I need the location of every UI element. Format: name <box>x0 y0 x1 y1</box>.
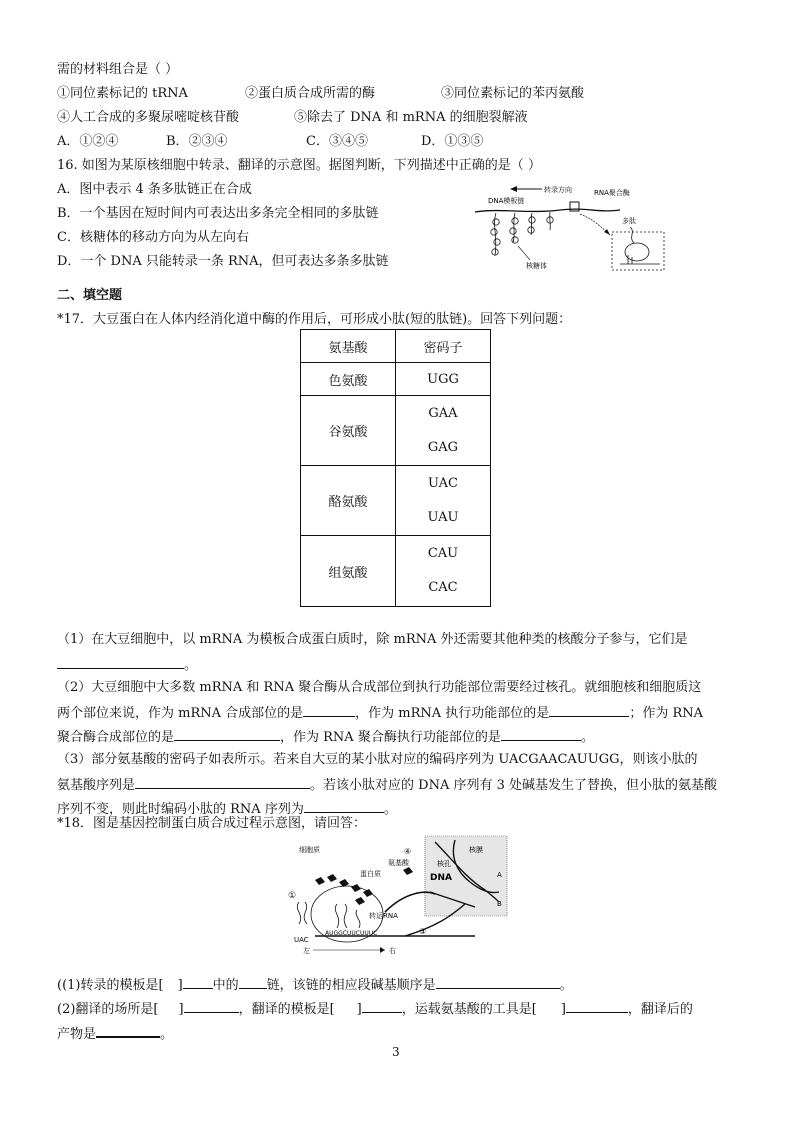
fig18-mrna-seq: AUGGCUUCUUUC <box>325 930 378 937</box>
text: 。 <box>580 730 594 745</box>
fig18-left-label: 左 <box>303 947 310 955</box>
bracket-space[interactable] <box>537 1000 561 1013</box>
fig18-circle1: ① <box>288 891 297 901</box>
text: 序列不变，则此时编码小肽的 RNA 序列为 <box>57 802 304 817</box>
dna-strand <box>475 209 620 212</box>
fig18-anticodon: UAC <box>294 936 309 944</box>
answer-blank[interactable] <box>57 655 184 669</box>
text: 。 <box>160 1027 174 1042</box>
q17-part2-line2 <box>57 703 703 723</box>
answer-blank[interactable] <box>501 727 581 741</box>
q16-option-d: D．一个 DNA 只能转录一条 RNA，但可表达多条多肽链 <box>57 254 389 269</box>
direction-arrowhead <box>510 186 517 192</box>
fig18-nuclear-membrane-label: 核膜 <box>469 846 483 854</box>
answer-blank[interactable] <box>184 999 239 1013</box>
bracket-space[interactable] <box>159 1000 179 1013</box>
answer-blank[interactable] <box>549 703 629 717</box>
codon-value: UAC <box>428 475 458 491</box>
amino-acid-cell: 组氨酸 <box>301 536 396 607</box>
polysome-1 <box>491 213 500 255</box>
codon-value: GAA <box>428 405 458 421</box>
answer-blank[interactable] <box>304 799 384 813</box>
material-5: ⑤除去了 DNA 和 mRNA 的细胞裂解液 <box>294 110 528 125</box>
text: ((1)转录的模板是[ <box>57 978 164 993</box>
codon-value: GAG <box>427 439 459 455</box>
text: ；作为 RNA <box>629 706 703 721</box>
fig18-trna-label: 转运RNA <box>369 912 398 920</box>
fig18-pore-label: 核孔 <box>437 860 451 868</box>
text: ] <box>560 1002 566 1017</box>
answer-blank[interactable] <box>174 727 280 741</box>
q15-option-a: A．①②④ <box>57 134 119 149</box>
codon-cell: UGG <box>396 363 491 396</box>
q17-part2: （2）大豆细胞中大多数 mRNA 和 RNA 聚合酶从合成部位到执行功能部位需要经过核孔。就细胞核和细胞质这 <box>57 680 702 695</box>
punct: 。 <box>184 658 198 673</box>
codon-value: UAU <box>427 509 459 525</box>
text: 。 <box>383 802 397 817</box>
amino-acid-cell: 色氨酸 <box>301 363 396 396</box>
answer-blank[interactable] <box>436 975 560 989</box>
codon-value: CAC <box>428 580 458 595</box>
gene-expression-figure <box>285 832 510 960</box>
table-row <box>301 536 491 607</box>
polysome-4 <box>547 212 553 230</box>
answer-blank[interactable] <box>362 999 402 1013</box>
fig18-a-label: A <box>497 871 502 879</box>
text: 聚合酶合成部位的是 <box>57 730 175 745</box>
codon-value: CAU <box>427 546 459 561</box>
text: (2)翻译的场所是[ <box>57 1002 159 1017</box>
table-header-codon: 密码子 <box>396 330 491 363</box>
text: ] <box>356 1002 362 1017</box>
codon-table <box>300 329 491 607</box>
text: ] <box>177 978 183 993</box>
text: 链，该链的相应段碱基顺序是 <box>266 978 436 993</box>
text: 中的 <box>212 978 239 993</box>
q16-stem: 16. 如图为某原核细胞中转录、翻译的示意图。据图判断，下列描述中正确的是（ ） <box>57 158 541 173</box>
text: 产物是 <box>57 1027 97 1042</box>
answer-blank[interactable] <box>239 975 267 989</box>
text: ] <box>178 1002 184 1017</box>
table-row <box>301 466 491 536</box>
fig18-circle4: ④ <box>404 847 412 856</box>
q15-stem-tail: 需的材料组合是（ ） <box>57 62 179 77</box>
q18-part3 <box>57 1023 173 1044</box>
transcription-translation-figure <box>470 180 675 275</box>
fig18-b-label: B <box>497 900 502 908</box>
q16-option-a: A．图中表示 4 条多肽链正在合成 <box>57 182 252 197</box>
q15-option-b: B．②③④ <box>166 134 228 149</box>
amino-acid-cell: 谷氨酸 <box>301 396 396 466</box>
polysome-2 <box>510 213 518 243</box>
q18-part2 <box>57 999 693 1019</box>
material-1: ①同位素标记的 tRNA <box>57 86 188 101</box>
q17-part3: （3）部分氨基酸的密码子如表所示。若来自大豆的某小肽对应的编码序列为 UACGAACAUUGG，则该小肽的 <box>57 752 698 767</box>
text: ，翻译的模板是[ <box>238 1002 335 1017</box>
codon-cell <box>396 536 491 607</box>
fig16-dna-label: DNA模板链 <box>488 197 525 205</box>
q17-part3-line2 <box>57 775 717 795</box>
bracket-space[interactable] <box>335 1000 357 1013</box>
amino-acid-cell: 酪氨酸 <box>301 466 396 536</box>
bracket-space[interactable] <box>164 976 178 989</box>
q16-option-b: B．一个基因在短时间内可表达出多条完全相同的多肽链 <box>57 206 379 221</box>
answer-blank[interactable] <box>135 775 310 789</box>
text: ，作为 RNA 聚合酶执行功能部位的是 <box>280 730 501 745</box>
fig18-right-label: 右 <box>389 947 396 955</box>
fig18-dna-label: DNA <box>430 873 452 883</box>
codon-cell <box>396 396 491 466</box>
trna-molecules <box>297 902 360 928</box>
section-title-fill-in: 二、填空题 <box>57 288 123 303</box>
page-number: 3 <box>392 1045 400 1059</box>
material-4: ④人工合成的多聚尿嘧啶核苷酸 <box>57 110 240 125</box>
q18-stem: *18．图是基因控制蛋白质合成过程示意图，请回答： <box>57 816 367 831</box>
answer-blank[interactable] <box>566 999 628 1013</box>
table-row <box>301 396 491 466</box>
fig16-polymerase-label: RNA聚合酶 <box>594 189 630 197</box>
q17-part1-answer-line <box>57 655 197 675</box>
fig18-aa-label: 氨基酸 <box>388 859 409 867</box>
fig16-direction-label: 转录方向 <box>544 186 572 194</box>
q17-stem: *17．大豆蛋白在人体内经消化道中酶的作用后，可形成小肽(短的肽链)。回答下列问题： <box>57 312 572 327</box>
zoomed-ribosome <box>620 227 660 264</box>
q17-part1: （1）在大豆细胞中，以 mRNA 为模板合成蛋白质时，除 mRNA 外还需要其他种类的核酸分子参与，它们是 <box>57 632 688 647</box>
material-2: ②蛋白质合成所需的酶 <box>245 86 376 101</box>
q15-option-c: C．③④⑤ <box>306 134 368 149</box>
text: 氨基酸序列是 <box>57 778 136 793</box>
table-row <box>301 363 491 396</box>
polysome-3 <box>528 213 535 235</box>
q18-part1 <box>57 975 573 995</box>
answer-blank[interactable] <box>183 975 213 989</box>
text: 。若该小肽对应的 DNA 序列有 3 处碱基发生了替换，但小肽的氨基酸 <box>310 778 718 793</box>
fig18-circle3: ③ <box>419 927 427 936</box>
material-3: ③同位素标记的苯丙氨酸 <box>441 86 585 101</box>
text: 两个部位来说，作为 mRNA 合成部位的是 <box>57 706 304 721</box>
text: ，翻译后的 <box>627 1002 693 1017</box>
fig16-peptide-label: 多肽 <box>622 217 636 225</box>
answer-blank[interactable] <box>96 1023 160 1038</box>
answer-blank[interactable] <box>303 703 355 717</box>
q15-option-d: D．①③⑤ <box>421 134 484 149</box>
text: 。 <box>559 978 573 993</box>
codon-cell <box>396 466 491 536</box>
table-header-amino-acid: 氨基酸 <box>301 330 396 363</box>
fig16-ribosome-label: 核糖体 <box>526 262 547 270</box>
fig18-protein-label: 蛋白质 <box>360 870 381 878</box>
q17-part2-line3 <box>57 727 594 747</box>
fig18-cytoplasm-label: 细胞质 <box>299 846 320 854</box>
q16-option-c: C．核糖体的移动方向为从左向右 <box>57 230 249 245</box>
text: ，作为 mRNA 执行功能部位的是 <box>355 706 550 721</box>
text: ，运载氨基酸的工具是[ <box>401 1002 537 1017</box>
